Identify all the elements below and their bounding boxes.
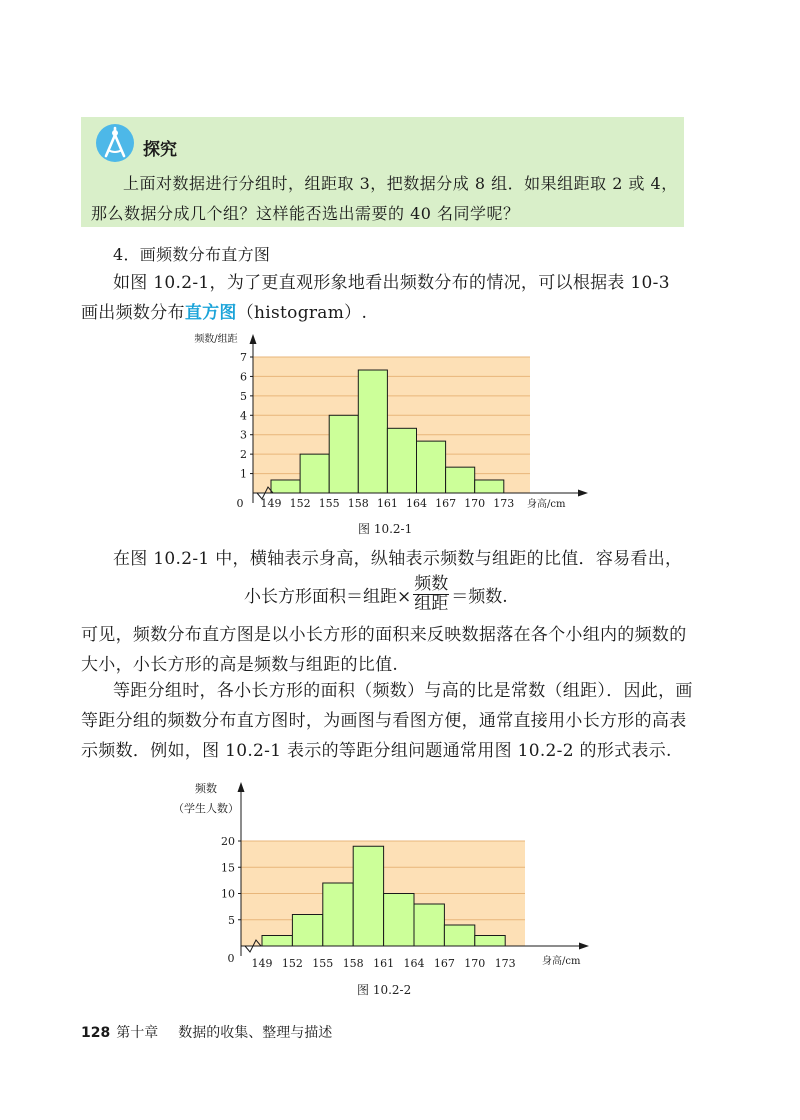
histogram-bar [475, 480, 504, 493]
x-tick-label: 161 [373, 957, 395, 970]
x-tick-label: 173 [494, 957, 516, 970]
histogram-bar [323, 883, 353, 946]
histogram-bar [387, 428, 416, 493]
y-axis-arrow [238, 782, 245, 792]
histogram-bar [300, 454, 329, 493]
formula-left: 小长方形面积＝组距× [244, 586, 412, 607]
paragraph-axes: 在图 10.2-1 中，横轴表示身高，纵轴表示频数与组距的比值．容易看出， [113, 549, 683, 569]
x-tick-label: 167 [433, 957, 455, 970]
section-heading: 4．画频数分布直方图 [113, 245, 271, 264]
x-tick-label: 149 [251, 957, 273, 970]
histogram-bar [292, 915, 322, 947]
histogram-bar [475, 936, 505, 947]
y-axis-subtitle: （学生人数） [173, 802, 239, 815]
y-tick-label: 15 [221, 861, 235, 875]
histogram-bar [414, 904, 444, 946]
y-tick-label: 4 [240, 409, 247, 423]
histogram-bar [446, 467, 475, 493]
paragraph-intro-tail: （histogram）. [236, 303, 368, 323]
histogram-bar [444, 925, 474, 946]
formula-fraction [413, 575, 449, 614]
y-tick-label: 10 [221, 887, 235, 901]
origin-label: 0 [236, 497, 244, 510]
y-tick-label: 6 [240, 370, 247, 384]
histogram-bar [384, 894, 414, 947]
histogram-bar [358, 370, 387, 493]
y-tick-label: 2 [240, 448, 247, 462]
x-tick-label: 155 [312, 957, 334, 970]
histogram-term: 直方图 [184, 303, 237, 323]
chapter-title: 数据的收集、整理与描述 [178, 1025, 333, 1041]
page-number: 128 [81, 1025, 111, 1041]
y-tick-label: 1 [240, 467, 247, 481]
x-tick-label: 161 [376, 497, 398, 510]
histogram-bar [271, 480, 300, 493]
explore-compass-icon [95, 123, 135, 163]
paragraph-equal-width: 等距分组时，各小长方形的面积（频数）与高的比是常数（组距）．因此，画等距分组的频数分布直方图时，为画图与看图方便，通常直接用小长方形的高表示频数．例如，图 10.2-1 表示的等距分组问题通常用图 10.2-2 的形式表示. [81, 681, 693, 761]
x-axis-arrow [579, 943, 589, 950]
fraction-denominator: 组距 [414, 593, 449, 614]
x-axis-arrow [578, 490, 588, 497]
x-tick-label: 158 [347, 497, 369, 510]
x-tick-label: 155 [318, 497, 340, 510]
histogram-bar [329, 415, 358, 493]
x-tick-label: 158 [342, 957, 364, 970]
histogram-chart-2 [0, 778, 800, 978]
x-tick-label: 170 [464, 957, 486, 970]
x-tick-label: 164 [403, 957, 425, 970]
histogram-bar [353, 846, 383, 946]
histogram-bar [262, 936, 292, 947]
page-footer [81, 1022, 332, 1042]
y-axis-title: 频数 [195, 782, 217, 795]
y-tick-label: 7 [240, 351, 247, 364]
x-tick-label: 167 [435, 497, 457, 510]
y-axis-arrow [250, 334, 257, 344]
y-tick-label: 20 [221, 835, 235, 848]
fraction-numerator: 频数 [414, 573, 449, 594]
y-axis-title: 频数/组距 [194, 334, 238, 345]
y-tick-label: 5 [228, 913, 235, 927]
histogram-bar [417, 441, 446, 493]
y-tick-label: 5 [240, 389, 247, 403]
x-axis-title: 身高/cm [527, 499, 566, 510]
figure-caption-1: 图 10.2-1 [358, 522, 413, 536]
origin-label: 0 [227, 952, 235, 965]
area-formula [244, 574, 508, 614]
x-axis-title: 身高/cm [542, 956, 581, 967]
x-tick-label: 149 [260, 497, 282, 510]
paragraph-conclusion: 可见，频数分布直方图是以小长方形的面积来反映数据落在各个小组内的频数的大小，小长方形的高是频数与组距的比值. [81, 625, 687, 675]
explore-box [81, 117, 684, 227]
x-tick-label: 152 [281, 957, 303, 970]
paragraph-intro [81, 268, 691, 328]
figure-caption-2: 图 10.2-2 [357, 983, 412, 997]
x-tick-label: 152 [289, 497, 311, 510]
x-tick-label: 170 [464, 497, 486, 510]
explore-title: 探究 [143, 140, 177, 160]
paragraph-intro-text: 如图 10.2-1，为了更直观形象地看出频数分布的情况，可以根据表 10-3 画出频数分布 [81, 273, 670, 323]
histogram-chart-1 [0, 330, 800, 510]
y-tick-label: 3 [240, 428, 247, 442]
x-tick-label: 173 [493, 497, 515, 510]
formula-right: ＝频数. [451, 586, 508, 607]
explore-text: 上面对数据进行分组时，组距取 3，把数据分成 8 组．如果组距取 2 或 4，那么数据分成几个组？这样能否选出需要的 40 名同学呢？ [91, 174, 678, 223]
chapter-label: 第十章 [116, 1025, 159, 1041]
x-tick-label: 164 [406, 497, 427, 510]
